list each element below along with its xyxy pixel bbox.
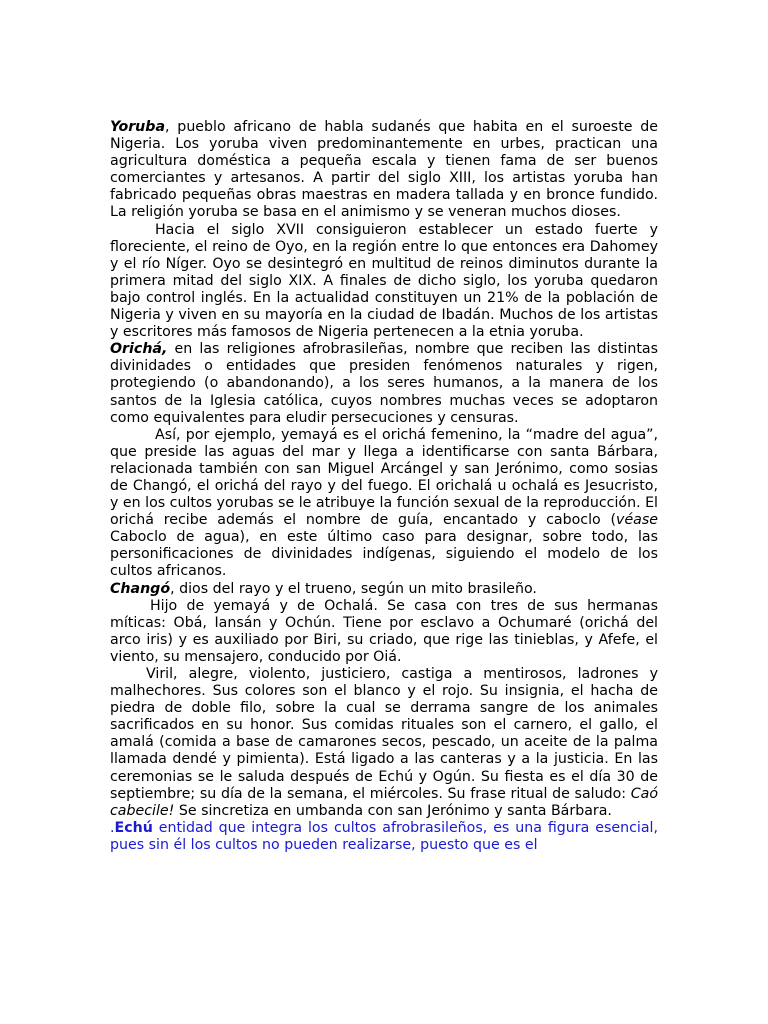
term-echu: Echú (114, 819, 153, 836)
chango-ritual-phrase: Caó cabecile! (110, 785, 658, 819)
oricha-definition: en las religiones afrobrasileñas, nombre que reciben las distintas divinidades o entidades que presiden fenómenos naturales y rigen, protegiendo (o abandonando), a los seres humanos, a la manera de los santos de la Iglesia católica, cuyos nombres muchas veces se adoptaron como equivalentes para eludir persecuciones y censuras. (110, 341, 658, 426)
term-chango: Changó (110, 580, 171, 597)
vease-reference: véase (616, 512, 658, 529)
paragraph-oricha (110, 341, 658, 426)
chango-traits-part-2: Se sincretiza en umbanda con san Jerónimo y santa Bárbara. (174, 802, 612, 819)
paragraph-yoruba-history: Hacia el siglo XVII consiguieron establecer un estado fuerte y floreciente, el reino de Oyo, en la región entre lo que entonces era Dahomey y el río Níger. Oyo se desintegró en multitud de reinos diminutos durante la primera mitad del siglo XIX. A finales de dicho siglo, los yoruba quedaron bajo control inglés. En la actualidad constituyen un 21% de la población de Nigeria y viven en su mayoría en la ciudad de Ibadán. Muchos de los artistas y escritores más famosos de Nigeria pertenecen a la etnia yoruba. (110, 221, 658, 341)
paragraph-chango-family: Hijo de yemayá y de Ochalá. Se casa con tres de sus hermanas míticas: Obá, Iansán y Ochún. Tiene por esclavo a Ochumaré (orichá del arco iris) y es auxiliado por Biri, su criado, que rige las tinieblas, y Afefe, el viento, su mensajero, conducido por Oiá. (110, 597, 658, 665)
paragraph-oricha-example (110, 427, 658, 581)
paragraph-chango (110, 581, 658, 598)
term-oricha: Orichá, (110, 341, 168, 358)
document-page (110, 119, 658, 854)
yoruba-definition: , pueblo africano de habla sudanés que habita en el suroeste de Nigeria. Los yoruba viven predominantemente en urbes, practican una agricultura doméstica a pequeña escala y tienen fama de ser buenos comerciantes y artesanos. A partir del siglo XIII, los artistas yoruba han fabricado pequeñas obras maestras en madera tallada y en bronce fundido. La religión yoruba se basa en el animismo y se veneran muchos dioses. (110, 119, 658, 221)
oricha-example-part-2: Caboclo de agua), en este último caso para designar, sobre todo, las personificaciones de divinidades indígenas, siguiendo el modelo de los cultos africanos. (110, 529, 658, 580)
paragraph-yoruba (110, 119, 658, 222)
chango-traits-part-1: Viril, alegre, violento, justiciero, castiga a mentirosos, ladrones y malhechores. Sus colores son el blanco y el rojo. Su insignia, el hacha de piedra de doble filo, sobre la cual se derrama sangre de los animales sacrificados en su honor. Sus comidas rituales son el carnero, el gallo, el amalá (comida a base de camarones secos, pescado, un aceite de la palma llamada dendé y pimienta). Está ligado a las canteras y a la justicia. En las ceremonias se le saluda después de Echú y Ogún. Su fiesta es el día 30 de septiembre; su día de la semana, el miércoles. Su frase ritual de saludo: (110, 666, 658, 802)
echu-prefix: . (110, 819, 115, 836)
paragraph-chango-traits (110, 666, 658, 820)
chango-definition: , dios del rayo y el trueno, según un mito brasileño. (170, 580, 537, 597)
term-yoruba: Yoruba (110, 119, 166, 135)
oricha-example-part-1: Así, por ejemplo, yemayá es el orichá femenino, la “madre del agua”, que preside las aguas del mar y llega a identificarse con santa Bárbara, relacionada también con san Miguel Arcángel y san Jerónimo, como sosias de Changó, el orichá del rayo y del fuego. El orichalá u ochalá es Jesucristo, y en los cultos yorubas se le atribuye la función sexual de la reproducción. El orichá recibe además el nombre de guía, encantado y caboclo ( (110, 426, 658, 529)
paragraph-echu (110, 820, 658, 854)
echu-definition: entidad que integra los cultos afrobrasileños, es una figura esencial, pues sin él los cultos no pueden realizarse, puesto que es el (110, 819, 658, 853)
